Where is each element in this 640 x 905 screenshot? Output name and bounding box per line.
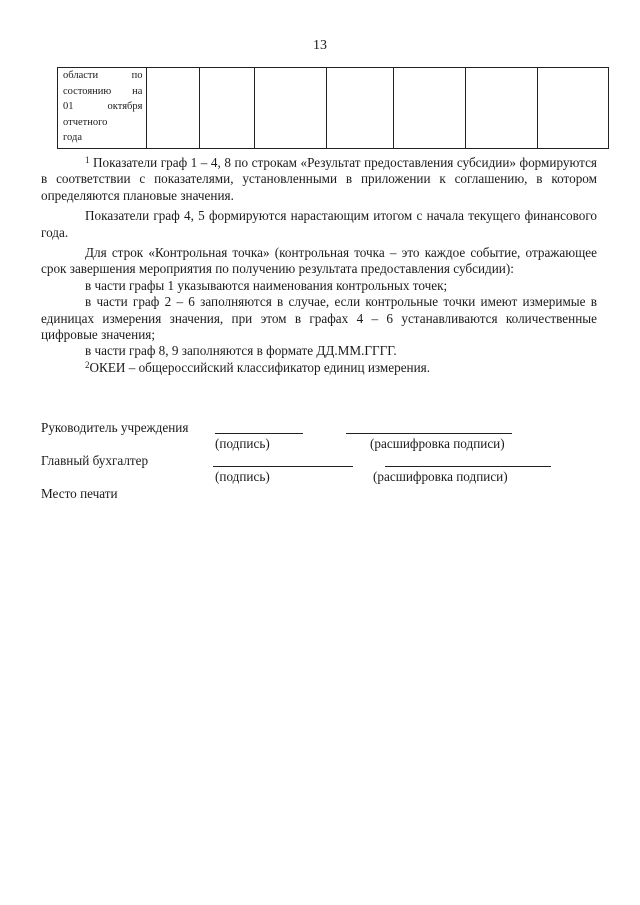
head-decode-line: [346, 433, 512, 434]
table-cell: [200, 68, 255, 149]
accountant-decode-line: [385, 466, 551, 467]
head-sign-caption: (подпись): [215, 436, 270, 451]
table-cell: [255, 68, 327, 149]
table-cell-line: отчетного: [63, 116, 108, 128]
head-decode-caption: (расшифровка подписи): [370, 436, 505, 451]
table-cell: [147, 68, 200, 149]
table-cell: [465, 68, 537, 149]
accountant-signature-line: [213, 466, 353, 467]
note-paragraph: Для строк «Контрольная точка» (контрольная точка – это каждое событие, отражающее срок завершения мероприятия по получению результата предоставления субсидии):: [41, 245, 597, 277]
footnote-2-mark: 2: [85, 359, 90, 370]
table-cell-line: 01 октября: [63, 101, 143, 112]
notes-section: [41, 155, 597, 380]
note-paragraph: в части граф 8, 9 заполняются в формате ДД.ММ.ГГГГ.: [85, 343, 397, 359]
footnote-1-text: Показатели граф 1 – 4, 8 по строкам «Результат предоставления субсидии» формируются в соответствии с показателями, установленными в приложении к соглашению, в котором определяются плановые значения.: [41, 155, 597, 203]
head-label: Руководитель учреждения: [41, 420, 189, 435]
note-paragraph: Показатели граф 4, 5 формируются нарастающим итогом с начала текущего финансового года.: [41, 208, 597, 240]
footnote-2-text: ОКЕИ – общероссийский классификатор единиц измерения.: [89, 359, 431, 375]
table-cell: [537, 68, 608, 149]
accountant-sign-caption: (подпись): [215, 469, 270, 484]
table-cell-line: года: [63, 132, 82, 143]
footnote-1: [41, 155, 597, 204]
footnote-2: [41, 360, 597, 376]
table-row: [58, 68, 609, 149]
table-cell-row-label: [58, 68, 147, 149]
table-cell: [394, 68, 465, 149]
accountant-label: Главный бухгалтер: [41, 453, 149, 468]
footnote-1-mark: 1: [85, 155, 90, 165]
table-cell-line: области по: [63, 70, 143, 81]
table-cell-line: состоянию на: [63, 85, 143, 97]
page-number: 13: [313, 38, 327, 53]
accountant-decode-caption: (расшифровка подписи): [373, 469, 508, 484]
note-paragraph: в части графы 1 указываются наименования контрольных точек;: [85, 277, 448, 293]
note-paragraph: в части граф 2 – 6 заполняются в случае, если контрольные точки имеют измеримые в единицах измерения значения, при этом в графах 4 – 6 устанавливаются количественные цифровые значения;: [41, 294, 597, 343]
data-table: [57, 67, 609, 149]
head-signature-line: [215, 433, 303, 434]
seal-label: Место печати: [41, 486, 118, 501]
table-cell: [327, 68, 394, 149]
